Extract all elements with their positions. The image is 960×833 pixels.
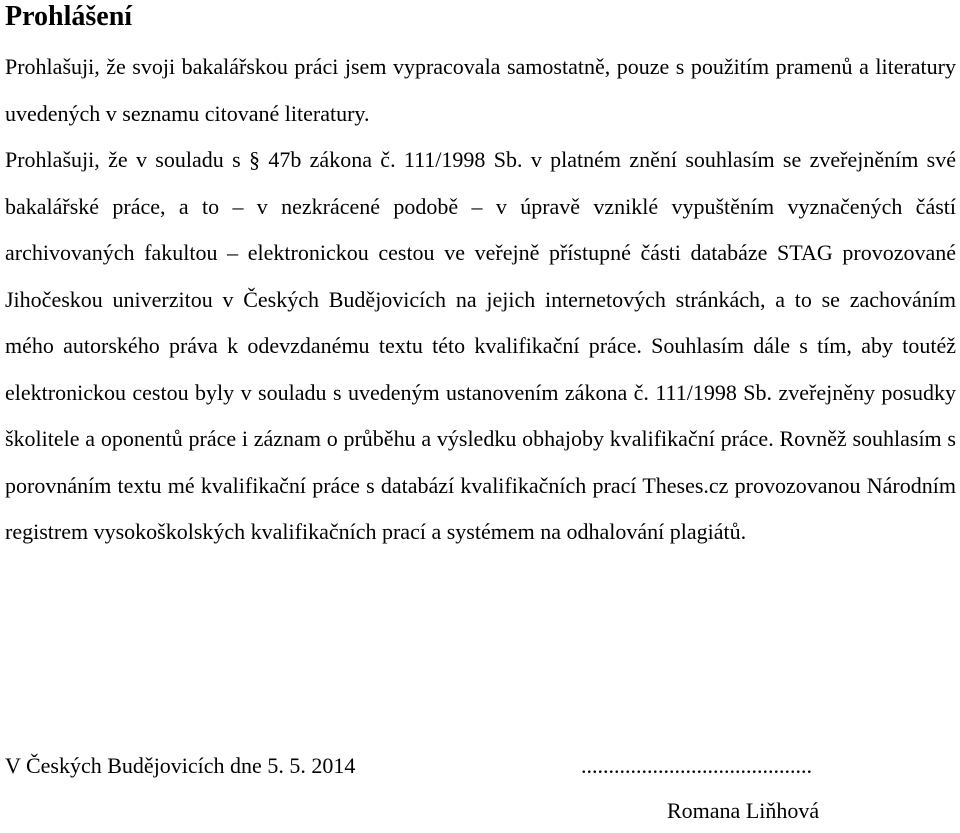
place-and-date: V Českých Budějovicích dne 5. 5. 2014 [5, 753, 356, 778]
declaration-body [5, 44, 956, 556]
signature-line: .......................................... [581, 753, 812, 778]
page-title: Prohlášení [5, 1, 133, 32]
declaration-paragraph-2: Prohlašuji, že v souladu s § 47b zákona č. 111/1998 Sb. v platném znění souhlasím se zveřejněním své bakalářské práce, a to – v nezkrácené podobě – v úpravě vzniklé vypuštěním vyznačených částí archivovaných fakultou – elektronickou cestou ve veřejně přístupné části databáze STAG provozované Jihočeskou univerzitou v Českých Budějovicích na jejich internetových stránkách, a to se zachováním mého autorského práva k odevzdanému textu této kvalifikační práce. Souhlasím dále s tím, aby toutéž elektronickou cestou byly v souladu s uvedeným ustanovením zákona č. 111/1998 Sb. zveřejněny posudky školitele a oponentů práce i záznam o průběhu a výsledku obhajoby kvalifikační práce. Rovněž souhlasím s porovnáním textu mé kvalifikační práce s databází kvalifikačních prací Theses.cz provozovanou Národním registrem vysokoškolských kvalifikačních prací a systémem na odhalování plagiátů. [5, 147, 956, 544]
signer-name: Romana Liňhová [667, 798, 820, 823]
declaration-paragraph-1: Prohlašuji, že svoji bakalářskou práci jsem vypracovala samostatně, pouze s použitím pramenů a literatury uvedených v seznamu citované literatury. [5, 54, 956, 126]
